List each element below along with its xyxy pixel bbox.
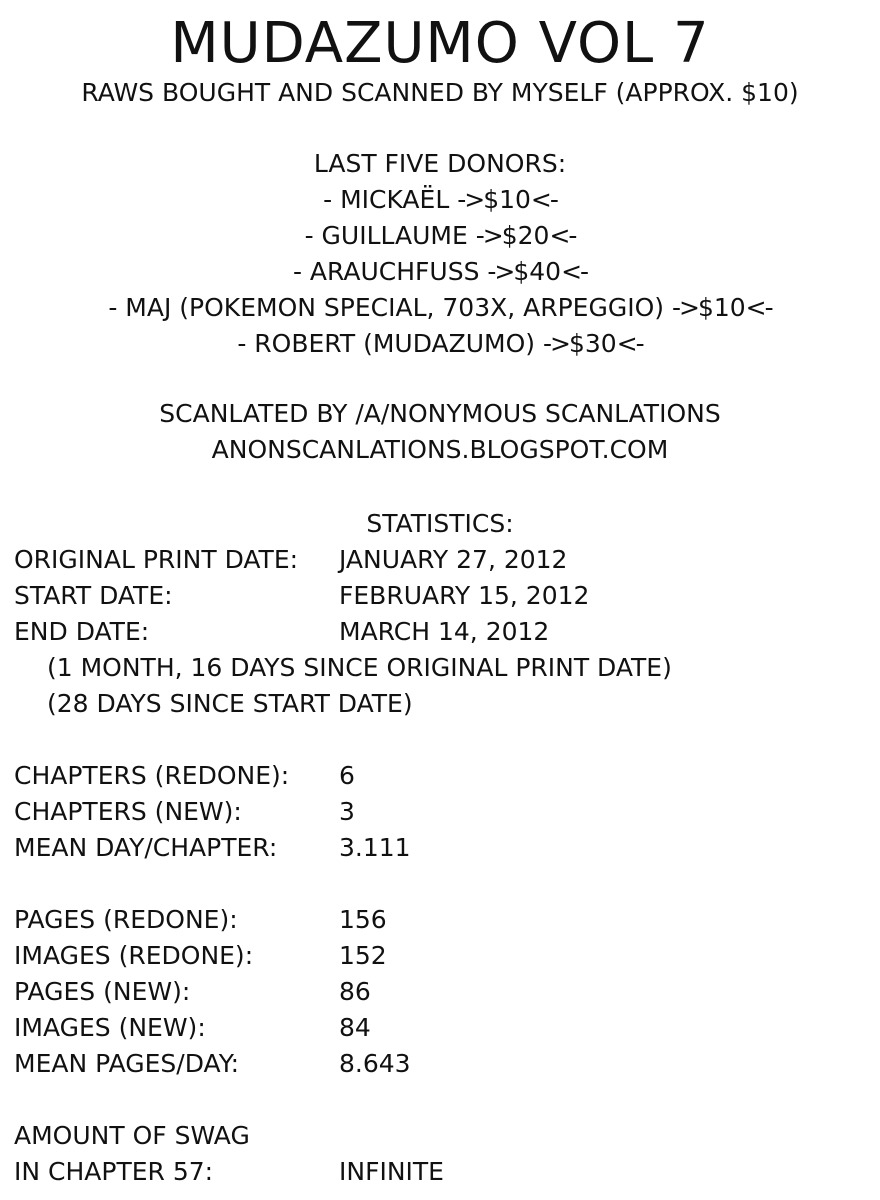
statistics-swag [14,1118,444,1190]
stat-label: PAGES (NEW): [14,977,191,1006]
stat-label: CHAPTERS (REDONE): [14,761,290,790]
stat-label: PAGES (REDONE): [14,905,238,934]
donor-name: - MAJ (POKEMON SPECIAL, 703X, ARPEGGIO) [108,293,665,322]
stat-row [14,1046,411,1082]
donor-entry [0,326,880,362]
sparkle-arrow-right-icon: <- [616,329,643,358]
scanlation-credits [0,396,880,468]
stat-label: START DATE: [14,581,173,610]
stat-value: INFINITE [339,1157,444,1186]
stat-row [14,938,411,974]
raws-note: RAWS BOUGHT AND SCANNED BY MYSELF (APPROX. $10) [81,78,799,107]
donors-section [0,146,880,362]
donor-entry [0,182,880,218]
stat-row [14,830,411,866]
donor-name: - ARAUCHFUSS [292,257,480,286]
stat-row [14,578,672,614]
donors-heading: LAST FIVE DONORS: [313,149,567,178]
stat-note: (28 DAYS SINCE START DATE) [47,689,413,718]
stat-value: 152 [339,941,387,970]
stat-value: 3.111 [339,833,411,862]
stat-row [14,542,672,578]
stat-label: AMOUNT OF SWAG [14,1121,250,1150]
statistics-heading: STATISTICS: [366,509,514,538]
donor-entry [0,290,880,326]
sparkle-arrow-right-icon: <- [561,257,588,286]
stat-value: FEBRUARY 15, 2012 [339,581,590,610]
stat-row [14,1010,411,1046]
stat-value: JANUARY 27, 2012 [339,545,568,574]
donor-entry [0,218,880,254]
stat-label: MEAN DAY/CHAPTER: [14,833,278,862]
donor-amount: $40 [513,257,562,286]
sparkle-arrow-left-icon: -> [487,257,514,286]
donor-amount: $10 [483,185,531,214]
stat-value: 3 [339,797,355,826]
stat-row [14,758,411,794]
stat-row [14,1154,444,1190]
stat-label: ORIGINAL PRINT DATE: [14,545,299,574]
stat-row [14,614,672,650]
stat-value: 8.643 [339,1049,411,1078]
scanlator-line: SCANLATED BY /A/NONYMOUS SCANLATIONS [159,399,721,428]
sparkle-arrow-left-icon: -> [457,185,484,214]
sparkle-arrow-left-icon: -> [475,221,502,250]
stat-note: (1 MONTH, 16 DAYS SINCE ORIGINAL PRINT DATE) [47,653,672,682]
sparkle-arrow-right-icon: <- [530,185,557,214]
donor-name: - GUILLAUME [304,221,468,250]
stat-label: MEAN PAGES/DAY: [14,1049,240,1078]
donor-name: - ROBERT (MUDAZUMO) [237,329,536,358]
statistics-pages [14,902,411,1082]
stat-row [14,902,411,938]
stat-value: 6 [339,761,355,790]
statistics-chapters [14,758,411,866]
stat-row [14,974,411,1010]
donor-amount: $20 [501,221,550,250]
donor-amount: $30 [568,329,617,358]
stat-label: CHAPTERS (NEW): [14,797,242,826]
stat-row [14,1118,444,1154]
sparkle-arrow-right-icon: <- [745,293,772,322]
stat-label: IMAGES (REDONE): [14,941,254,970]
stat-value: 156 [339,905,387,934]
page-title: MUDAZUMO VOL 7 [170,11,710,76]
stat-label: END DATE: [14,617,150,646]
stat-value: MARCH 14, 2012 [339,617,550,646]
statistics-dates [14,542,672,722]
donor-name: - MICKAËL [323,185,450,214]
donor-amount: $10 [697,293,746,322]
stat-value: 84 [339,1013,371,1042]
stat-value: 86 [339,977,371,1006]
sparkle-arrow-right-icon: <- [549,221,576,250]
sparkle-arrow-left-icon: -> [543,329,569,358]
stat-label: IMAGES (NEW): [14,1013,206,1042]
donor-entry [0,254,880,290]
stat-row [14,794,411,830]
stat-label: IN CHAPTER 57: [14,1157,214,1186]
sparkle-arrow-left-icon: -> [671,293,698,322]
scanlator-website: ANONSCANLATIONS.BLOGSPOT.COM [211,435,669,464]
